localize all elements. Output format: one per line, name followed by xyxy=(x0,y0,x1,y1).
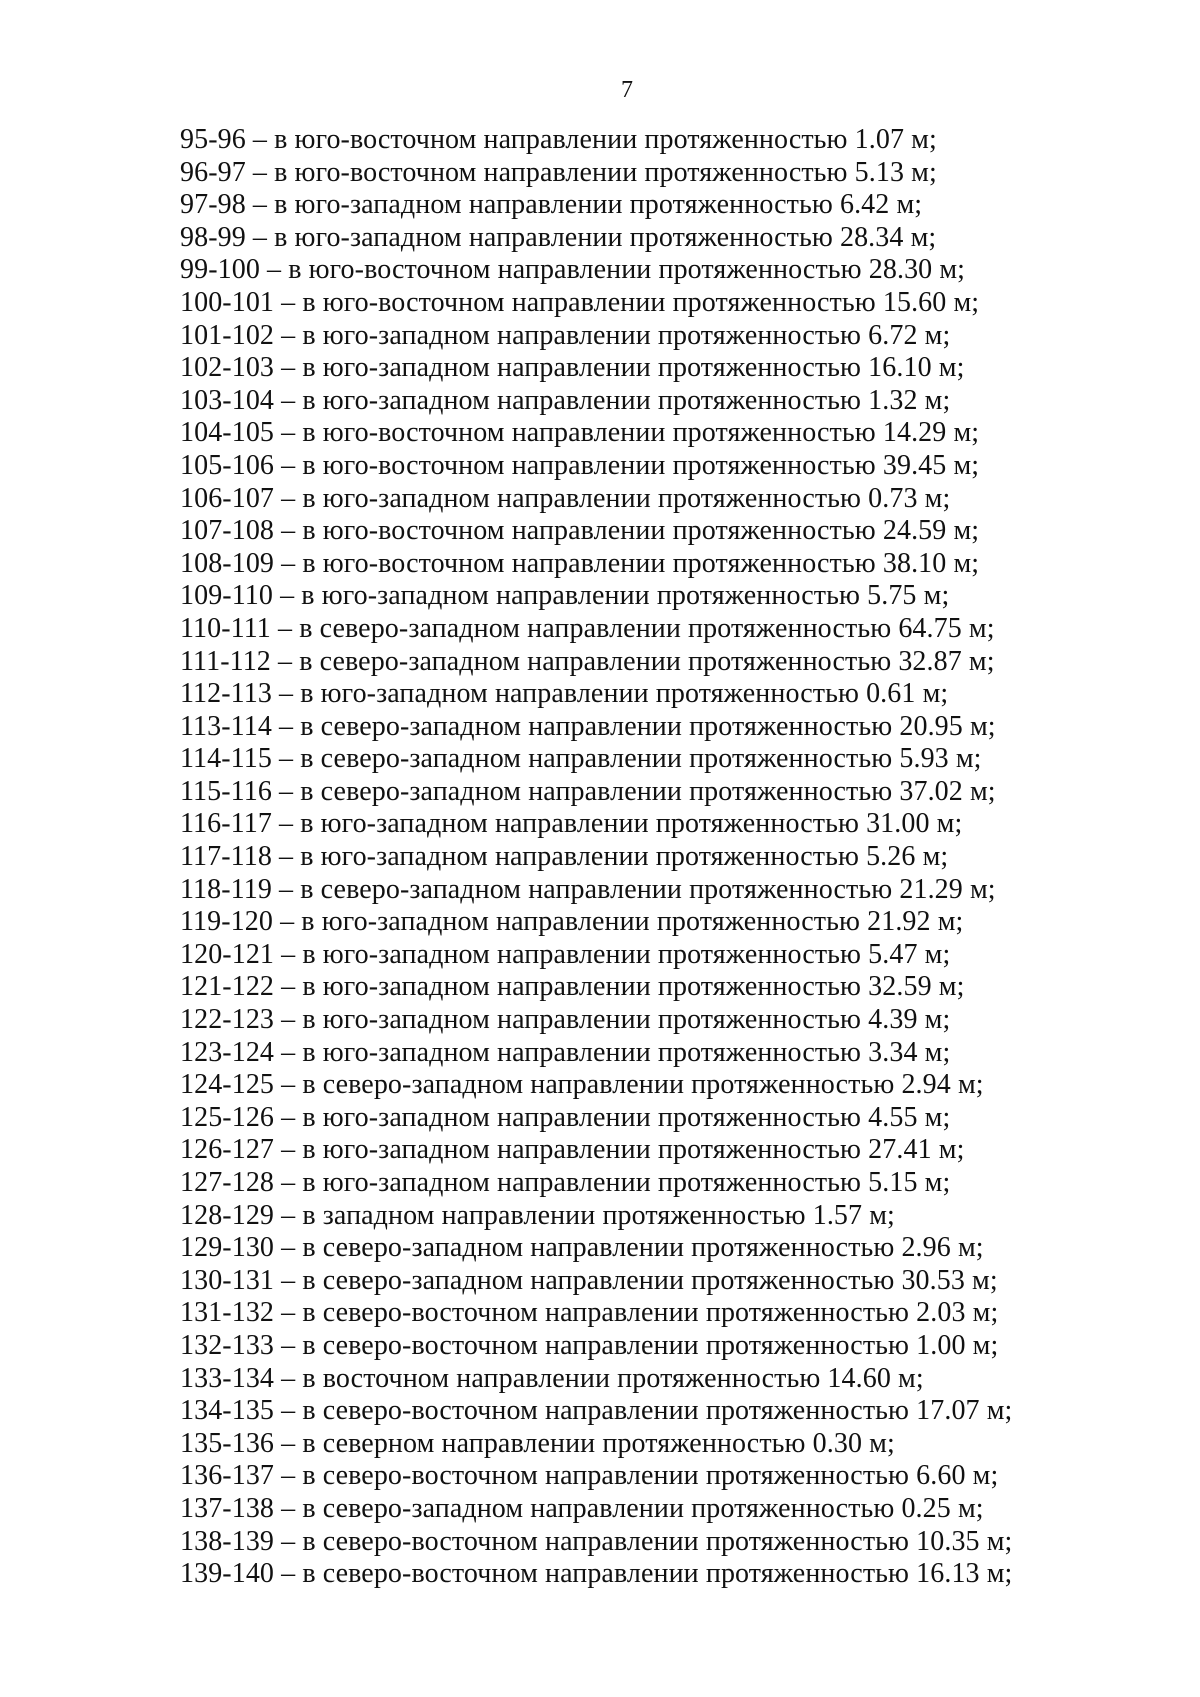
segment-line: 124-125 – в северо-западном направлении протяженностью 2.94 м; xyxy=(180,1069,984,1101)
segment-line: 139-140 – в северо-восточном направлении протяженностью 16.13 м; xyxy=(180,1558,1013,1590)
segment-line: 100-101 – в юго-восточном направлении протяженностью 15.60 м; xyxy=(180,286,980,318)
segment-line: 111-112 – в северо-западном направлении протяженностью 32.87 м; xyxy=(180,645,995,677)
boundary-segment-list xyxy=(180,124,1012,1591)
segment-line: 107-108 – в юго-восточном направлении протяженностью 24.59 м; xyxy=(180,515,980,547)
segment-line: 136-137 – в северо-восточном направлении протяженностью 6.60 м; xyxy=(180,1460,999,1492)
segment-line: 125-126 – в юго-западном направлении протяженностью 4.55 м; xyxy=(180,1101,951,1133)
segment-line: 120-121 – в юго-западном направлении протяженностью 5.47 м; xyxy=(180,938,951,970)
segment-line: 127-128 – в юго-западном направлении протяженностью 5.15 м; xyxy=(180,1167,951,1198)
segment-line: 106-107 – в юго-западном направлении протяженностью 0.73 м; xyxy=(180,482,951,514)
segment-line: 131-132 – в северо-восточном направлении протяженностью 2.03 м; xyxy=(180,1297,999,1329)
page-number: 7 xyxy=(621,77,633,103)
segment-line: 116-117 – в юго-западном направлении протяженностью 31.00 м; xyxy=(180,808,963,840)
segment-line: 135-136 – в северном направлении протяженностью 0.30 м; xyxy=(180,1427,895,1459)
segment-line: 126-127 – в юго-западном направлении протяженностью 27.41 м; xyxy=(180,1134,965,1166)
segment-line: 95-96 – в юго-восточном направлении протяженностью 1.07 м; xyxy=(180,124,937,155)
segment-line: 132-133 – в северо-восточном направлении протяженностью 1.00 м; xyxy=(180,1329,999,1361)
segment-line: 122-123 – в юго-западном направлении протяженностью 4.39 м; xyxy=(180,1004,951,1036)
segment-line: 134-135 – в северо-восточном направлении протяженностью 17.07 м; xyxy=(180,1395,1013,1427)
segment-line: 98-99 – в юго-западном направлении протяженностью 28.34 м; xyxy=(180,221,937,253)
segment-line: 109-110 – в юго-западном направлении протяженностью 5.75 м; xyxy=(180,580,950,612)
segment-line: 103-104 – в юго-западном направлении протяженностью 1.32 м; xyxy=(180,384,951,416)
segment-line: 118-119 – в северо-западном направлении протяженностью 21.29 м; xyxy=(180,873,996,905)
segment-line: 110-111 – в северо-западном направлении протяженностью 64.75 м; xyxy=(180,612,995,644)
segment-line: 102-103 – в юго-западном направлении протяженностью 16.10 м; xyxy=(180,352,965,384)
segment-line: 117-118 – в юго-западном направлении протяженностью 5.26 м; xyxy=(180,841,949,873)
segment-line: 108-109 – в юго-восточном направлении протяженностью 38.10 м; xyxy=(180,547,980,579)
segment-line: 137-138 – в северо-западном направлении протяженностью 0.25 м; xyxy=(180,1492,984,1524)
segment-line: 101-102 – в юго-западном направлении протяженностью 6.72 м; xyxy=(180,319,951,351)
segment-line: 129-130 – в северо-западном направлении протяженностью 2.96 м; xyxy=(180,1232,984,1264)
segment-line: 105-106 – в юго-восточном направлении протяженностью 39.45 м; xyxy=(180,449,980,481)
segment-line: 119-120 – в юго-западном направлении протяженностью 21.92 м; xyxy=(180,906,964,938)
segment-line: 99-100 – в юго-восточном направлении протяженностью 28.30 м; xyxy=(180,254,966,286)
segment-line: 115-116 – в северо-западном направлении протяженностью 37.02 м; xyxy=(180,775,996,807)
segment-line: 138-139 – в северо-восточном направлении протяженностью 10.35 м; xyxy=(180,1525,1013,1557)
segment-line: 130-131 – в северо-западном направлении протяженностью 30.53 м; xyxy=(180,1264,998,1296)
segment-line: 123-124 – в юго-западном направлении протяженностью 3.34 м; xyxy=(180,1036,951,1068)
segment-line: 104-105 – в юго-восточном направлении протяженностью 14.29 м; xyxy=(180,417,980,449)
segment-line: 114-115 – в северо-западном направлении протяженностью 5.93 м; xyxy=(180,743,982,775)
segment-line: 113-114 – в северо-западном направлении протяженностью 20.95 м; xyxy=(180,710,996,742)
segment-line: 97-98 – в юго-западном направлении протяженностью 6.42 м; xyxy=(180,189,923,221)
segment-line: 128-129 – в западном направлении протяженностью 1.57 м; xyxy=(180,1199,895,1231)
segment-line: 121-122 – в юго-западном направлении протяженностью 32.59 м; xyxy=(180,971,965,1003)
segment-line: 96-97 – в юго-восточном направлении протяженностью 5.13 м; xyxy=(180,156,937,188)
segment-line: 133-134 – в восточном направлении протяженностью 14.60 м; xyxy=(180,1362,924,1394)
segment-line: 112-113 – в юго-западном направлении протяженностью 0.61 м; xyxy=(180,678,949,710)
